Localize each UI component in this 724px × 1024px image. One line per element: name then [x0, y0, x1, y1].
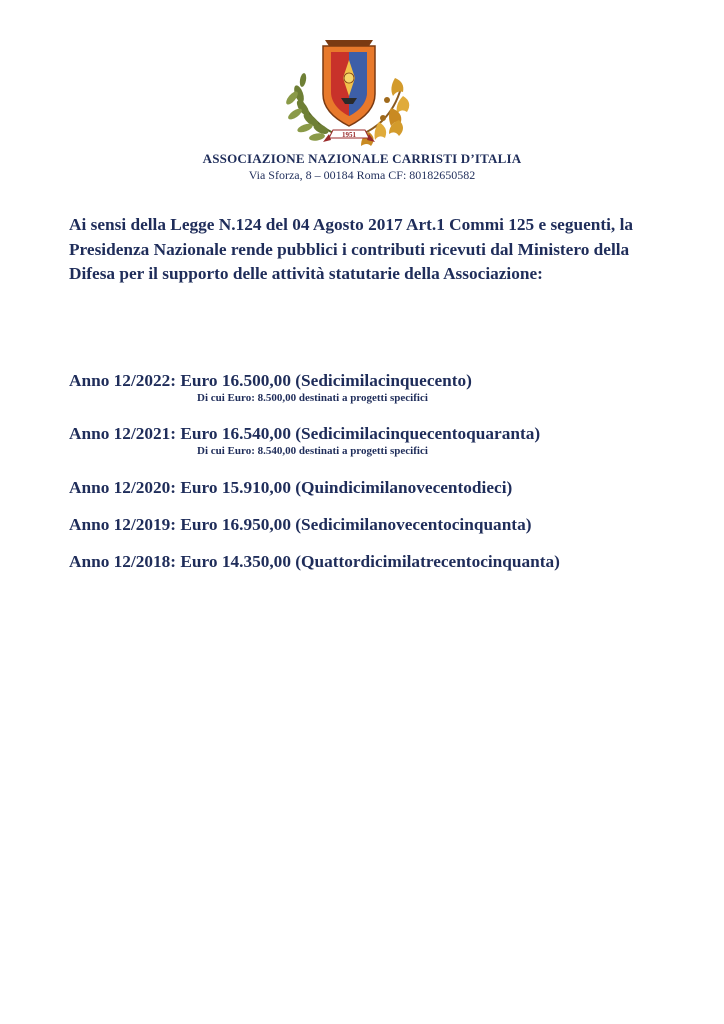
contribution-amount: Anno 12/2022: Euro 16.500,00 (Sedicimilacinquecento): [69, 371, 472, 390]
contribution-2022: [69, 370, 689, 405]
intro-paragraph: [69, 213, 669, 287]
contribution-note: Di cui Euro: 8.540,00 destinati a progetti specifici: [197, 445, 428, 457]
contribution-list: [69, 370, 689, 572]
intro-text: Ai sensi della Legge N.124 del 04 Agosto 2017 Art.1 Commi 125 e seguenti, la Presidenza Nazionale rende pubblici i contributi ricevuti dal Ministero della Difesa per il supporto delle attività statutarie della Associazione:: [69, 215, 634, 283]
ribbon-year: 1951: [342, 131, 356, 139]
contribution-amount: Anno 12/2021: Euro 16.540,00 (Sedicimilacinquecentoquaranta): [69, 424, 541, 443]
contribution-2019: [69, 514, 689, 535]
contribution-note: Di cui Euro: 8.500,00 destinati a progetti specifici: [197, 392, 428, 404]
contribution-amount: Anno 12/2018: Euro 14.350,00 (Quattordicimilatrecentocinquanta): [69, 552, 560, 571]
carristi-crest-icon: [283, 38, 415, 152]
organization-name: ASSOCIAZIONE NAZIONALE CARRISTI D’ITALIA: [202, 151, 522, 166]
contribution-amount: Anno 12/2019: Euro 16.950,00 (Sedicimilanovecentocinquanta): [69, 515, 532, 534]
contribution-2018: [69, 551, 689, 572]
shield-icon: [323, 40, 375, 126]
contribution-amount: Anno 12/2020: Euro 15.910,00 (Quindicimilanovecentodieci): [69, 478, 513, 497]
contribution-2020: [69, 477, 689, 498]
contribution-2021: [69, 423, 689, 458]
organization-address: Via Sforza, 8 – 00184 Roma CF: 80182650582: [248, 168, 476, 182]
